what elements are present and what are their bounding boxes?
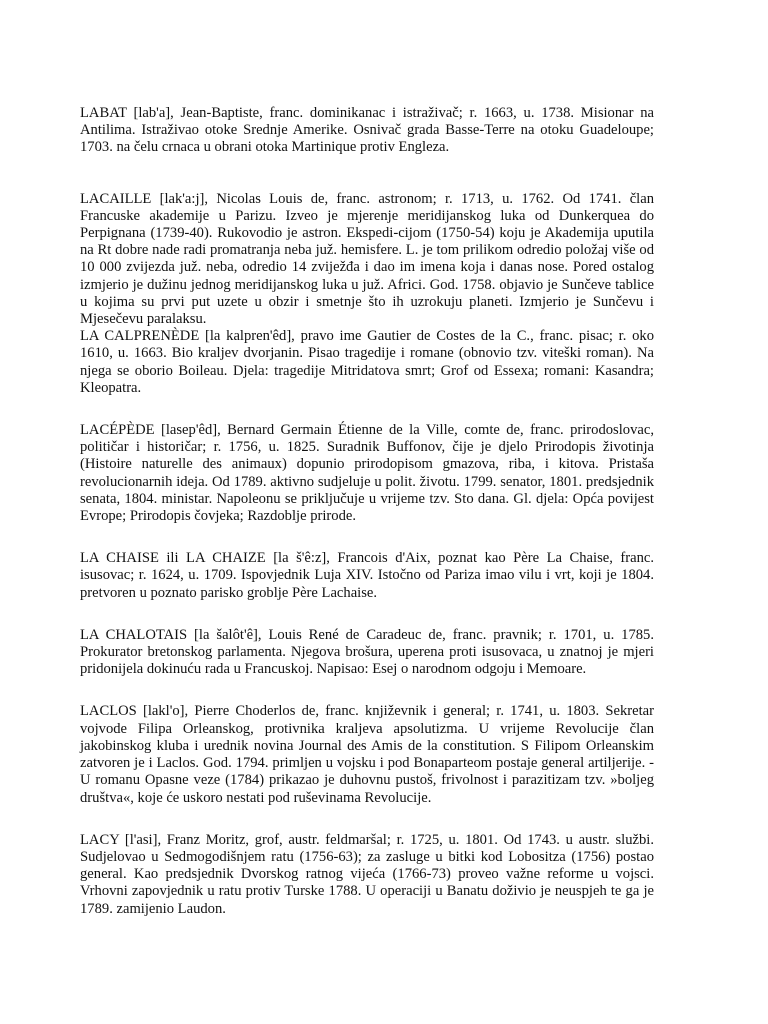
entry-lacepede: LACÉPÈDE [lasep'êd], Bernard Germain Étienne de la Ville, comte de, franc. prirodoslovac, političar i historičar; r. 1756, u. 1825. Suradnik Buffonov, čije je djelo Prirodopis životinja (Histoire naturelle des animaux) dopunio prirodopisom gmazova, riba, i kitova. Pristaša revolucionarnih ideja. Od 1789. aktivno sudjeluje u polit. životu. 1799. senator, 1801. predsjednik senata, 1804. ministar. Napoleonu se priključuje u vrijeme tzv. Sto dana. Gl. djela: Opća povijest Evrope; Prirodopis čovjeka; Razdoblje prirode. bbox=[80, 422, 654, 525]
entry-labat: LABAT [lab'a], Jean-Baptiste, franc. dominikanac i istraživač; r. 1663, u. 1738. Misionar na Antilima. Istraživao otoke Srednje Amerike. Osnivač grada Basse-Terre na otoku Guadeloupe; 1703. na čelu crnaca u obrani otoka Martinique protiv Engleza. bbox=[80, 105, 654, 156]
document-page bbox=[80, 105, 654, 918]
entry-la-chalotais: LA CHALOTAIS [la šalôt'ê], Louis René de Caradeuc de, franc. pravnik; r. 1701, u. 1785. Prokurator bretonskog parlamenta. Njegova brošura, uperena proti isusovaca, u znatnoj je mjeri pridonijela dokinuću rada u Francuskoj. Napisao: Esej o narodnom odgoju i Memoare. bbox=[80, 626, 654, 678]
entry-la-chaise: LA CHAISE ili LA CHAIZE [la š'ê:z], Francois d'Aix, poznat kao Père La Chaise, franc. isusovac; r. 1624, u. 1709. Ispovjednik Luja XIV. Istočno od Pariza imao vilu i vrt, koji je 1804. pretvoren u poznato parisko groblje Père Lachaise. bbox=[80, 550, 654, 601]
entry-la-calprenede: LA CALPRENÈDE [la kalpren'êd], pravo ime Gautier de Costes de la C., franc. pisac; r. oko 1610, u. 1663. Bio kraljev dvorjanin. Pisao tragedije i romane (obnovio tzv. viteški roman). Na njega se oborio Boileau. Djela: tragedije Mitridatova smrt; Grof od Essexa; romani: Kasandra; Kleopatra. bbox=[80, 328, 654, 396]
entry-lacaille: LACAILLE [lak'a:j], Nicolas Louis de, franc. astronom; r. 1713, u. 1762. Od 1741. član Francuske akademije u Parizu. Izveo je mjerenje meridijanskog luka od Dunkerquea do Perpignana (1739-40). Rukovodio je astron. Ekspedi-cijom (1750-54) koju je Akademija uputila na Rt dobre nade radi promatranja neba juž. hemisfere. L. je tom prilikom odredio položaj više od 10 000 zvijezda juž. neba, odredio 14 zviježđa i dao im imena koja i danas nose. Pored ostalog izmjerio je dužinu jednog meridijanskog luka u juž. Africi. God. 1758. objavio je Sunčeve tablice u kojima su prvi put uzete u obzir i smetnje što ih uzrokuju planeti. Izmjerio je Sunčevu i Mjesečevu paralaksu. bbox=[80, 190, 654, 328]
entry-laclos: LACLOS [lakl'o], Pierre Choderlos de, franc. književnik i general; r. 1741, u. 1803. Sekretar vojvode Filipa Orleanskog, protivnika kraljeva apsolutizma. U vrijeme Revolucije član jakobinskog kluba i urednik novina Journal des Amis de la constitution. S Filipom Orleanskim zatvoren je i Laclos. God. 1794. primljen u vojsku i pod Bonaparteom postaje general artiljerije. - U romanu Opasne veze (1784) prikazao je duhovnu pustoš, frivolnost i parazitizam tzv. »boljeg društva«, koje će uskoro nestati pod ruševinama Revolucije. bbox=[80, 703, 654, 806]
entry-lacy: LACY [l'asi], Franz Moritz, grof, austr. feldmaršal; r. 1725, u. 1801. Od 1743. u austr. službi. Sudjelovao u Sedmogodišnjem ratu (1756-63); za zasluge u bitki kod Lobositza (1756) postao general. Kao predsjednik Dvorskog ratnog vijeća (1766-73) proveo važne reforme u vojsci. Vrhovni zapovjednik u ratu protiv Turske 1788. U operaciji u Banatu doživio je neuspjeh te ga je 1789. zamijenio Laudon. bbox=[80, 831, 654, 917]
